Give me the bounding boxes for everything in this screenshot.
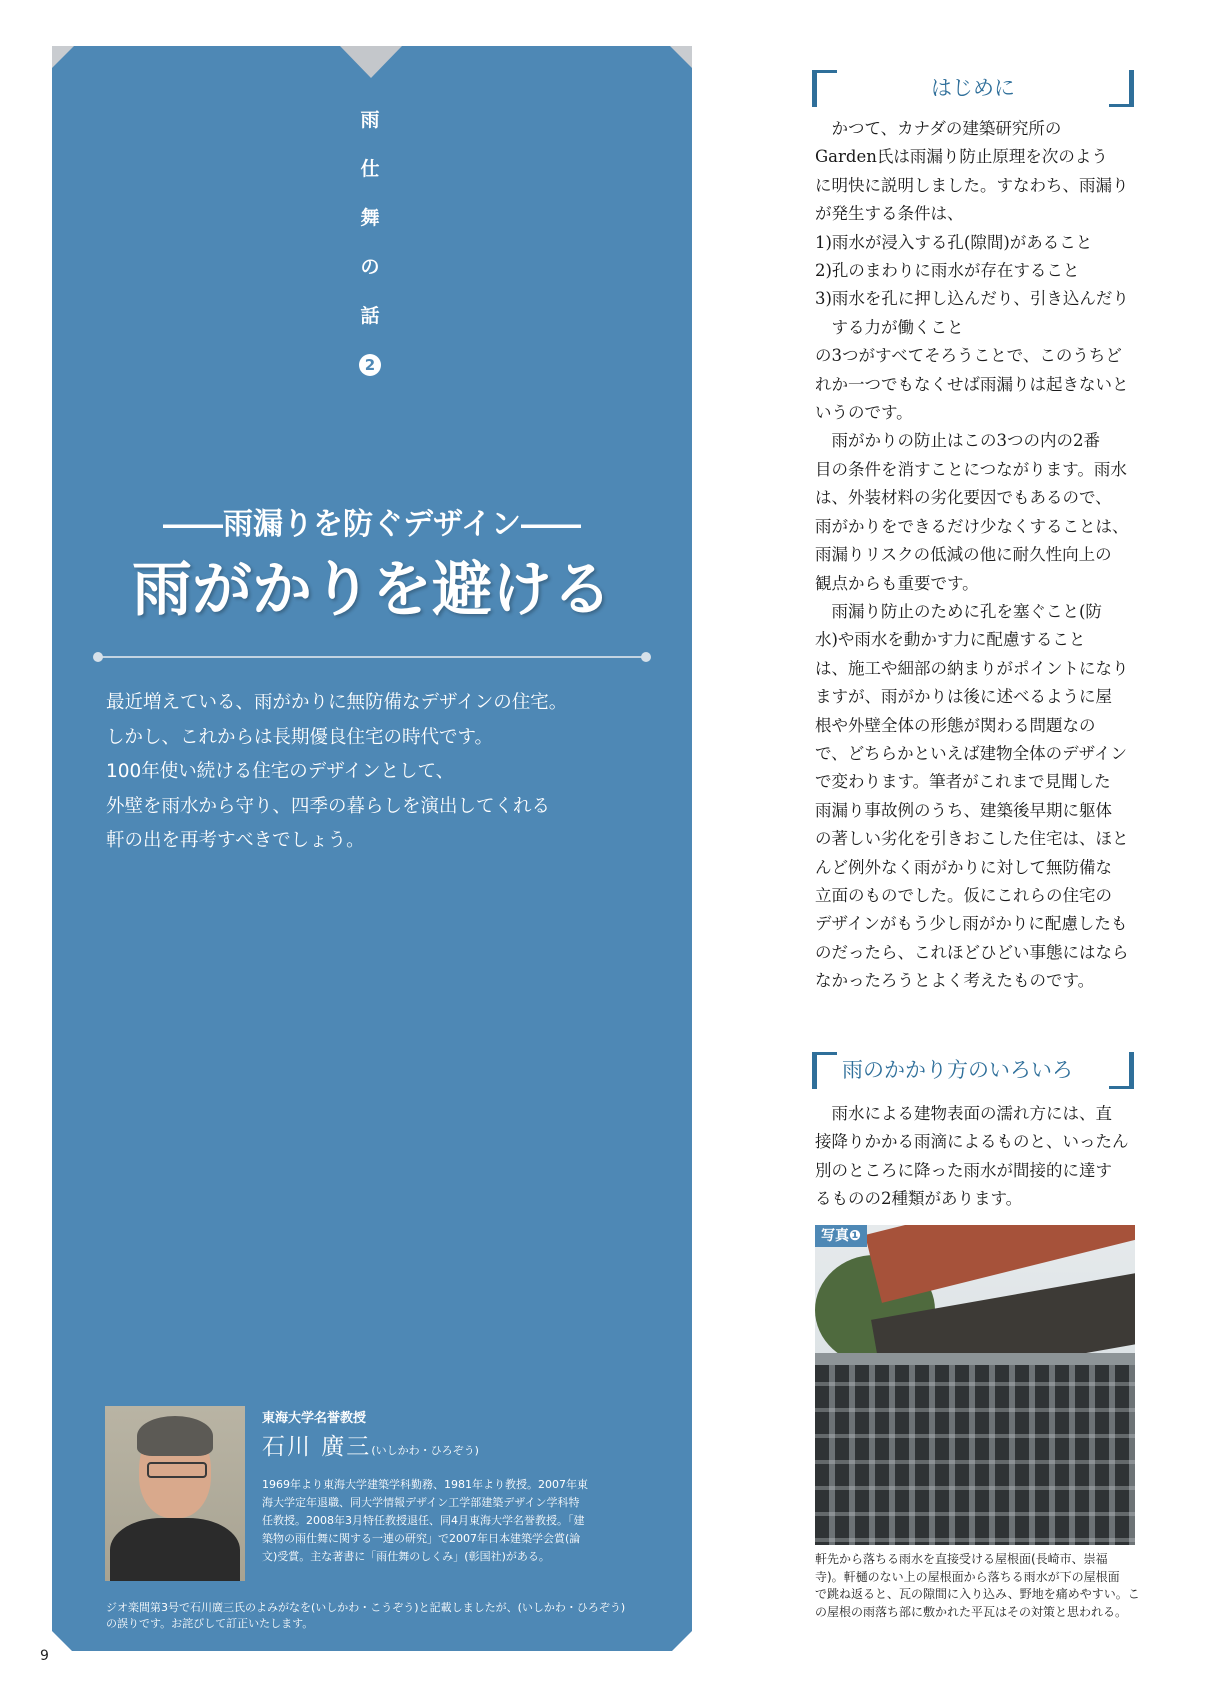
body-text-line: で変わります。筆者がこれまで見聞した <box>815 772 1111 792</box>
body-text-line: 観点からも重要です。 <box>815 573 979 593</box>
correction-line: ジオ楽間第3号で石川廣三氏のよみがなを(いしかわ・こうぞう)と記載しましたが、(いしかわ・ひろぞう) <box>106 1601 626 1614</box>
panel-corner-top-right <box>670 46 692 68</box>
body-text-line: ますが、雨がかりは後に述べるように屋 <box>815 687 1112 707</box>
photo-caption-line: の屋根の雨落ち部に敷かれた平瓦はその対策と思われる。 <box>815 1604 1128 1619</box>
lead-line: 外壁を雨水から守り、四季の暮らしを演出してくれる <box>106 795 551 817</box>
author-bio <box>262 1476 650 1566</box>
author-bio-line: 1969年より東海大学建築学科勤務、1981年より教授。2007年東 <box>262 1478 588 1491</box>
section-heading-intro <box>812 70 1134 106</box>
correction-notice <box>106 1600 666 1632</box>
body-text-line: るものの2種類があります。 <box>815 1189 1023 1209</box>
series-title-char: 話 <box>360 305 380 327</box>
photo-label: 写真❶ <box>815 1225 867 1247</box>
body-text-line: 雨水による建物表面の濡れ方には、直 <box>815 1104 1112 1123</box>
types-body <box>815 1100 1135 1214</box>
body-text-line: 水)や雨水を動かす力に配慮すること <box>815 630 1086 650</box>
photo-caption-line: 寺)。軒樋のない上の屋根面から落ちる雨水が下の屋根面 <box>815 1569 1120 1584</box>
author-name-block <box>262 1432 479 1466</box>
body-text-line: 雨漏り事故例のうち、建築後早期に躯体 <box>815 800 1112 820</box>
article-kicker: ――雨漏りを防ぐデザイン―― <box>163 507 581 542</box>
photo-caption <box>815 1551 1140 1621</box>
lead-line: 100年使い続ける住宅のデザインとして、 <box>106 761 455 782</box>
body-text-line: のだったら、これほどひどい事態にはなら <box>815 942 1129 962</box>
author-photo <box>105 1406 245 1581</box>
body-text-line: の3つがすべてそろうことで、このうちど <box>815 346 1122 366</box>
body-text-line: Garden氏は雨漏り防止原理を次のよう <box>815 147 1108 167</box>
page-number: 9 <box>40 1648 49 1664</box>
correction-line: の誤りです。お詫びして訂正いたします。 <box>106 1617 314 1630</box>
author-name: 石川 廣三 <box>262 1434 372 1460</box>
body-text-line: する力が働くこと <box>815 317 964 337</box>
photo-caption-line: で跳ね返ると、瓦の隙間に入り込み、野地を痛めやすい。こ <box>815 1587 1140 1601</box>
body-text-line: 雨漏り防止のために孔を塞ぐこと(防 <box>815 601 1102 621</box>
body-text-line: デザインがもう少し雨がかりに配慮したも <box>815 914 1128 934</box>
body-text-line: 1)雨水が浸入する孔(隙間)があること <box>815 232 1093 252</box>
body-text-line: れか一つでもなくせば雨漏りは起きないと <box>815 374 1129 394</box>
body-text-line: なかったろうとよく考えたものです。 <box>815 971 1095 991</box>
author-photo-glasses <box>147 1462 207 1478</box>
body-text-line: 別のところに降った雨水が間接的に達す <box>815 1160 1112 1180</box>
roof-photo <box>815 1225 1135 1545</box>
body-text-line: いうのです。 <box>815 403 913 423</box>
author-bio-line: 築物の雨仕舞に関する一連の研究」で2007年日本建築学会賞(論 <box>262 1532 581 1545</box>
article-title: 雨がかりを避ける <box>132 555 612 625</box>
author-bio-line: 文)受賞。主な著書に「雨仕舞のしくみ」(彰国社)がある。 <box>262 1550 550 1563</box>
series-title-char: 仕 <box>360 158 380 180</box>
body-text-line: んど例外なく雨がかりに対して無防備な <box>815 857 1112 877</box>
author-photo-body <box>110 1518 240 1581</box>
body-text-line: 根や外壁全体の形態が関わる問題なの <box>815 715 1096 735</box>
body-text-line: は、外装材料の劣化要因でもあるので、 <box>815 488 1112 508</box>
photo-caption-line: 軒先から落ちる雨水を直接受ける屋根面(長崎市、崇福 <box>815 1552 1108 1566</box>
lead-line: 軒の出を再考すべきでしょう。 <box>106 830 365 851</box>
body-text-line: 3)雨水を孔に押し込んだり、引き込んだり <box>815 289 1129 309</box>
body-text-line: で、どちらかといえば建物全体のデザイン <box>815 743 1128 763</box>
episode-number-badge: 2 <box>359 354 381 376</box>
intro-body <box>815 115 1135 996</box>
section-heading-types <box>812 1052 1134 1088</box>
author-affiliation: 東海大学名誉教授 <box>262 1411 367 1426</box>
body-text-line: の著しい劣化を引きおこした住宅は、ほと <box>815 829 1129 849</box>
body-text-line: が発生する条件は、 <box>815 204 964 224</box>
panel-notch-triangle <box>340 46 402 78</box>
body-text-line: かつて、カナダの建築研究所の <box>815 119 1062 138</box>
lead-line: しかし、これからは長期優良住宅の時代です。 <box>106 726 494 748</box>
body-text-line: 目の条件を消すことにつながります。雨水 <box>815 459 1127 479</box>
body-text-line: 雨がかりをできるだけ少なくすることは、 <box>815 516 1129 536</box>
lead-line: 最近増えている、雨がかりに無防備なデザインの住宅。 <box>106 692 568 713</box>
author-name-reading: (いしかわ・ひろぞう) <box>371 1444 479 1457</box>
body-text-line: は、施工や細部の納まりがポイントになり <box>815 658 1129 678</box>
body-text-line: に明快に説明しました。すなわち、雨漏り <box>815 175 1129 195</box>
photo-roof-ridge <box>815 1353 1135 1365</box>
section-heading-text: 雨のかかり方のいろいろ <box>842 1058 1073 1082</box>
series-title-char: 雨 <box>360 109 380 131</box>
panel-corner-top-left <box>52 46 74 68</box>
series-title-char: の <box>360 256 380 278</box>
photo-roof-shading <box>815 1360 1135 1545</box>
article-lead <box>106 686 666 859</box>
body-text-line: 2)孔のまわりに雨水が存在すること <box>815 261 1080 281</box>
section-heading-text: はじめに <box>931 76 1015 100</box>
author-photo-hair <box>137 1416 213 1456</box>
body-text-line: 雨漏りリスクの低減の他に耐久性向上の <box>815 545 1112 565</box>
series-title-vertical <box>350 96 390 341</box>
body-text-line: 立面のものでした。仮にこれらの住宅の <box>815 885 1112 905</box>
body-text-line: 接降りかかる雨滴によるものと、いったん <box>815 1132 1129 1152</box>
author-bio-line: 任教授。2008年3月特任教授退任、同4月東海大学名誉教授。「建 <box>262 1514 585 1527</box>
title-divider <box>98 656 646 658</box>
body-text-line: 雨がかりの防止はこの3つの内の2番 <box>815 431 1100 451</box>
author-bio-line: 海大学定年退職、同大学情報デザイン工学部建築デザイン学科特 <box>262 1496 580 1509</box>
series-title-char: 舞 <box>360 207 380 229</box>
